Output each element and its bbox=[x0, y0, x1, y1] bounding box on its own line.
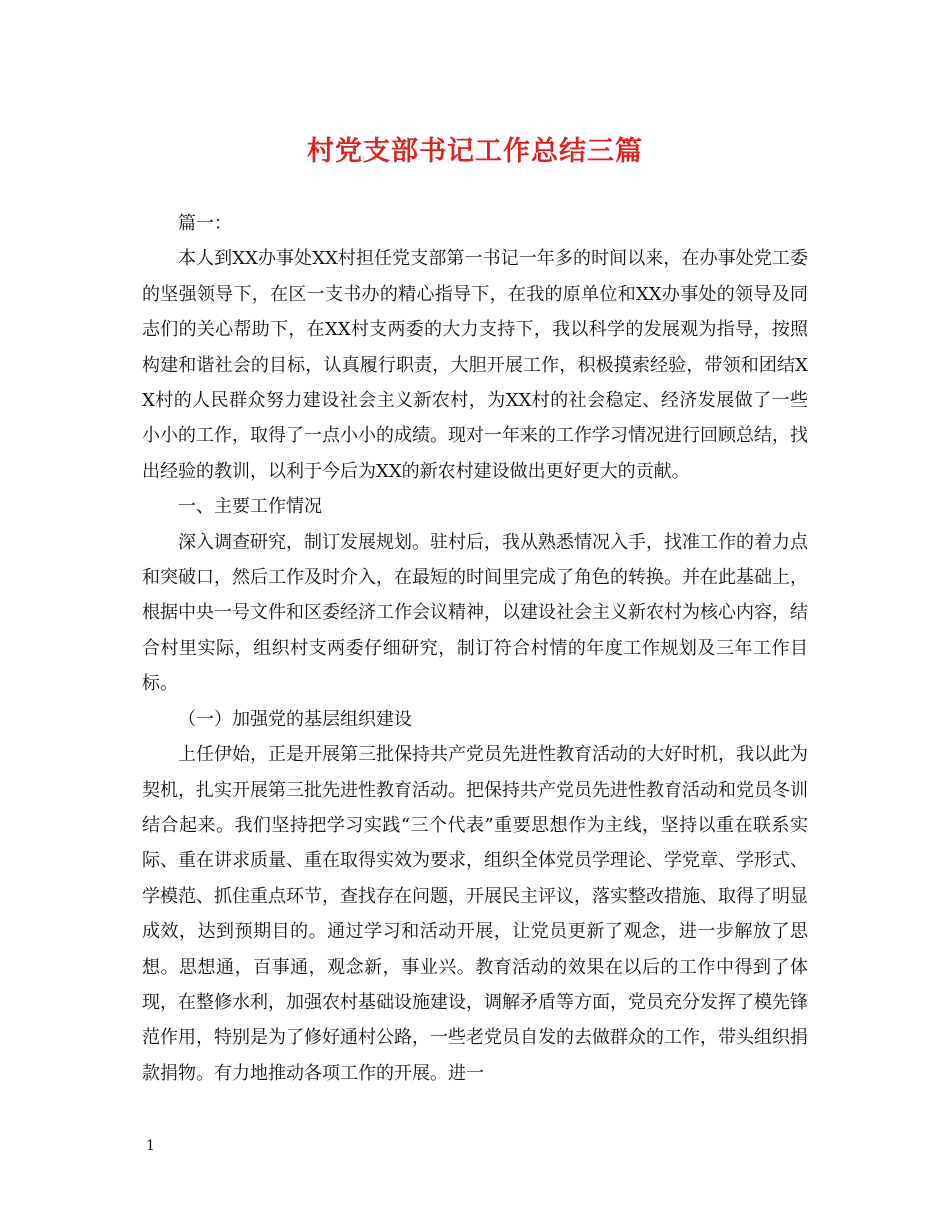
body-paragraph: 本人到XX办事处XX村担任党支部第一书记一年多的时间以来，在办事处党工委的坚强领导下，在区一支书办的精心指导下，在我的原单位和XX办事处的领导及同志们的关心帮助下，在XX村支两委的大力支持下，我以科学的发展观为指导，按照构建和谐社会的目标，认真履行职责，大胆开展工作，积极摸索经验，带领和团结XX村的人民群众努力建设社会主义新农村，为XX村的社会稳定、经济发展做了一些小小的工作，取得了一点小小的成绩。现对一年来的工作学习情况进行回顾总结，找出经验的教训，以利于今后为XX的新农村建设做出更好更大的贡献。 bbox=[142, 248, 808, 482]
body-paragraph: 上任伊始，正是开展第三批保持共产党员先进性教育活动的大好时机，我以此为契机，扎实开展第三批先进性教育活动。把保持共产党员先进性教育活动和党员冬训结合起来。我们坚持把学习实践“三个代表”重要思想作为主线，坚持以重在联系实际、重在讲求质量、重在取得实效为要求，组织全体党员学理论、学党章、学形式、学模范、抓住重点环节，查找存在问题，开展民主评议，落实整改措施、取得了明显成效，达到预期目的。通过学习和活动开展，让党员更新了观念，进一步解放了思想。思想通，百事通，观念新，事业兴。教育活动的效果在以后的工作中得到了体现，在整修水利，加强农村基础设施建设，调解矛盾等方面，党员充分发挥了模先锋范作用，特别是为了修好通村公路，一些老党员自发的去做群众的工作，带头组织捐款捐物。有力地推动各项工作的开展。进一 bbox=[142, 744, 808, 1084]
section-label: 篇一： bbox=[178, 213, 232, 234]
section-heading: 一、主要工作情况 bbox=[178, 496, 322, 518]
document-title: 村党支部书记工作总结三篇 bbox=[307, 136, 643, 167]
subsection-heading: （一）加强党的基层组织建设 bbox=[178, 708, 412, 730]
body-paragraph: 深入调查研究，制订发展规划。驻村后，我从熟悉情况入手，找准工作的着力点和突破口，然后工作及时介入，在最短的时间里完成了角色的转换。并在此基础上，根据中央一号文件和区委经济工作会议精神，以建设社会主义新农村为核心内容，结合村里实际，组织村支两委仔细研究，制订符合村情的年度工作规划及三年工作目标。 bbox=[142, 531, 808, 695]
document-body bbox=[142, 206, 808, 1091]
page-number: 1 bbox=[146, 1138, 155, 1154]
